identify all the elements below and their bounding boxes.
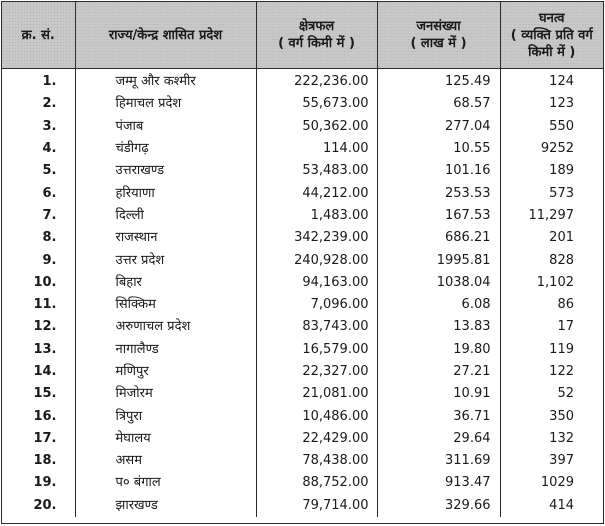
serial-number-cell: 5. bbox=[2, 160, 75, 182]
table-row bbox=[2, 405, 603, 427]
table-row bbox=[2, 227, 603, 249]
serial-number-cell: 18. bbox=[2, 450, 75, 472]
serial-number-cell: 7. bbox=[2, 205, 75, 227]
area-cell: 1,483.00 bbox=[256, 205, 377, 227]
population-cell: 1038.04 bbox=[377, 272, 500, 294]
table-row bbox=[2, 472, 603, 494]
area-cell: 78,438.00 bbox=[256, 450, 377, 472]
serial-number-cell: 19. bbox=[2, 472, 75, 494]
density-cell: 52 bbox=[557, 386, 574, 402]
density-cell: 350 bbox=[549, 408, 574, 424]
state-name-cell: झारखण्ड bbox=[75, 495, 256, 517]
density-cell: 86 bbox=[557, 297, 574, 313]
table-row bbox=[2, 93, 603, 115]
header-population bbox=[377, 2, 500, 69]
area-cell: 240,928.00 bbox=[256, 249, 377, 271]
table-row bbox=[2, 383, 603, 405]
state-name-cell: हरियाणा bbox=[75, 182, 256, 204]
serial-number-cell: 11. bbox=[2, 294, 75, 316]
area-cell: 53,483.00 bbox=[256, 160, 377, 182]
area-cell: 50,362.00 bbox=[256, 116, 377, 138]
serial-number-cell: 13. bbox=[2, 339, 75, 361]
serial-number-cell: 16. bbox=[2, 405, 75, 427]
area-cell: 22,327.00 bbox=[256, 361, 377, 383]
population-cell: 253.53 bbox=[377, 182, 500, 204]
table-row bbox=[2, 495, 603, 517]
serial-number-cell: 14. bbox=[2, 361, 75, 383]
area-cell: 44,212.00 bbox=[256, 182, 377, 204]
area-cell: 94,163.00 bbox=[256, 272, 377, 294]
state-name-cell: हिमाचल प्रदेश bbox=[75, 93, 256, 115]
population-cell: 13.83 bbox=[377, 316, 500, 338]
table-row bbox=[2, 160, 603, 182]
state-statistics-table bbox=[2, 2, 603, 517]
state-name-cell: राजस्थान bbox=[75, 227, 256, 249]
state-name-cell: त्रिपुरा bbox=[75, 405, 256, 427]
state-name-cell: मणिपुर bbox=[75, 361, 256, 383]
density-cell: 17 bbox=[557, 319, 574, 335]
population-cell: 36.71 bbox=[377, 405, 500, 427]
state-name-cell: मेघालय bbox=[75, 428, 256, 450]
serial-number-cell: 2. bbox=[2, 93, 75, 115]
area-cell: 16,579.00 bbox=[256, 339, 377, 361]
state-name-cell: नागालैण्ड bbox=[75, 339, 256, 361]
population-cell: 101.16 bbox=[377, 160, 500, 182]
area-cell: 222,236.00 bbox=[256, 69, 377, 94]
population-cell: 6.08 bbox=[377, 294, 500, 316]
table-row bbox=[2, 116, 603, 138]
table-header bbox=[2, 2, 603, 69]
density-cell: 550 bbox=[549, 118, 574, 134]
area-cell: 55,673.00 bbox=[256, 93, 377, 115]
area-cell: 342,239.00 bbox=[256, 227, 377, 249]
area-cell: 21,081.00 bbox=[256, 383, 377, 405]
population-cell: 29.64 bbox=[377, 428, 500, 450]
population-cell: 167.53 bbox=[377, 205, 500, 227]
density-cell: 828 bbox=[549, 252, 574, 268]
table-row bbox=[2, 339, 603, 361]
population-cell: 1995.81 bbox=[377, 249, 500, 271]
state-name-cell: जम्मू और कश्मीर bbox=[75, 69, 256, 94]
density-cell: 119 bbox=[549, 341, 574, 357]
table-row bbox=[2, 316, 603, 338]
state-name-cell: अरुणाचल प्रदेश bbox=[75, 316, 256, 338]
population-cell: 10.55 bbox=[377, 138, 500, 160]
state-name-cell: सिक्किम bbox=[75, 294, 256, 316]
state-name-cell: प० बंगाल bbox=[75, 472, 256, 494]
serial-number-cell: 12. bbox=[2, 316, 75, 338]
population-cell: 27.21 bbox=[377, 361, 500, 383]
density-cell: 397 bbox=[549, 453, 574, 469]
header-state: राज्य/केन्द्र शासित प्रदेश bbox=[75, 2, 256, 69]
density-cell: 1,102 bbox=[536, 274, 574, 290]
header-area-title: क्षेत्रफल bbox=[298, 19, 335, 34]
population-cell: 311.69 bbox=[377, 450, 500, 472]
population-cell: 125.49 bbox=[377, 69, 500, 94]
header-density-title: घनत्व bbox=[538, 10, 565, 26]
header-density bbox=[500, 2, 603, 69]
serial-number-cell: 10. bbox=[2, 272, 75, 294]
table-row bbox=[2, 249, 603, 271]
area-cell: 7,096.00 bbox=[256, 294, 377, 316]
density-cell: 573 bbox=[549, 185, 574, 201]
header-density-unit-line2: किमी में ) bbox=[528, 44, 576, 60]
header-density-unit-line1: ( व्यक्ति प्रति वर्ग bbox=[510, 27, 593, 43]
table-row bbox=[2, 138, 603, 160]
density-cell: 201 bbox=[549, 230, 574, 246]
table-row bbox=[2, 205, 603, 227]
state-name-cell: असम bbox=[75, 450, 256, 472]
serial-number-cell: 6. bbox=[2, 182, 75, 204]
area-cell: 10,486.00 bbox=[256, 405, 377, 427]
serial-number-cell: 9. bbox=[2, 249, 75, 271]
area-cell: 79,714.00 bbox=[256, 495, 377, 517]
header-area bbox=[256, 2, 377, 69]
table-row bbox=[2, 294, 603, 316]
population-cell: 19.80 bbox=[377, 339, 500, 361]
population-cell: 913.47 bbox=[377, 472, 500, 494]
area-cell: 83,743.00 bbox=[256, 316, 377, 338]
serial-number-cell: 17. bbox=[2, 428, 75, 450]
table-row bbox=[2, 272, 603, 294]
state-name-cell: बिहार bbox=[75, 272, 256, 294]
header-serial-number: क्र. सं. bbox=[2, 2, 75, 69]
population-cell: 10.91 bbox=[377, 383, 500, 405]
area-cell: 88,752.00 bbox=[256, 472, 377, 494]
population-cell: 68.57 bbox=[377, 93, 500, 115]
serial-number-cell: 3. bbox=[2, 116, 75, 138]
state-name-cell: उत्तर प्रदेश bbox=[75, 249, 256, 271]
header-population-unit: ( लाख में ) bbox=[410, 36, 467, 51]
state-name-cell: दिल्ली bbox=[75, 205, 256, 227]
state-name-cell: मिजोरम bbox=[75, 383, 256, 405]
serial-number-cell: 8. bbox=[2, 227, 75, 249]
table-row bbox=[2, 450, 603, 472]
population-cell: 329.66 bbox=[377, 495, 500, 517]
table-row bbox=[2, 361, 603, 383]
table-row bbox=[2, 428, 603, 450]
population-cell: 686.21 bbox=[377, 227, 500, 249]
density-cell: 414 bbox=[549, 497, 574, 513]
density-cell: 124 bbox=[549, 74, 574, 90]
density-cell: 11,297 bbox=[528, 207, 574, 223]
density-cell: 1029 bbox=[540, 475, 574, 491]
header-area-unit: ( वर्ग किमी में ) bbox=[278, 36, 355, 51]
state-name-cell: उत्तराखण्ड bbox=[75, 160, 256, 182]
header-population-title: जनसंख्या bbox=[416, 19, 461, 34]
table-body bbox=[2, 69, 603, 517]
state-statistics-document bbox=[1, 1, 604, 524]
serial-number-cell: 15. bbox=[2, 383, 75, 405]
state-name-cell: पंजाब bbox=[75, 116, 256, 138]
table-row bbox=[2, 69, 603, 94]
population-cell: 277.04 bbox=[377, 116, 500, 138]
serial-number-cell: 1. bbox=[2, 69, 75, 94]
state-name-cell: चंडीगढ़ bbox=[75, 138, 256, 160]
serial-number-cell: 4. bbox=[2, 138, 75, 160]
density-cell: 9252 bbox=[540, 141, 574, 157]
table-row bbox=[2, 182, 603, 204]
header-row bbox=[2, 2, 603, 69]
density-cell: 122 bbox=[549, 364, 574, 379]
density-cell: 132 bbox=[549, 430, 574, 446]
area-cell: 114.00 bbox=[256, 138, 377, 160]
density-cell: 189 bbox=[549, 163, 574, 179]
density-cell: 123 bbox=[549, 96, 574, 112]
area-cell: 22,429.00 bbox=[256, 428, 377, 450]
serial-number-cell: 20. bbox=[2, 495, 75, 517]
